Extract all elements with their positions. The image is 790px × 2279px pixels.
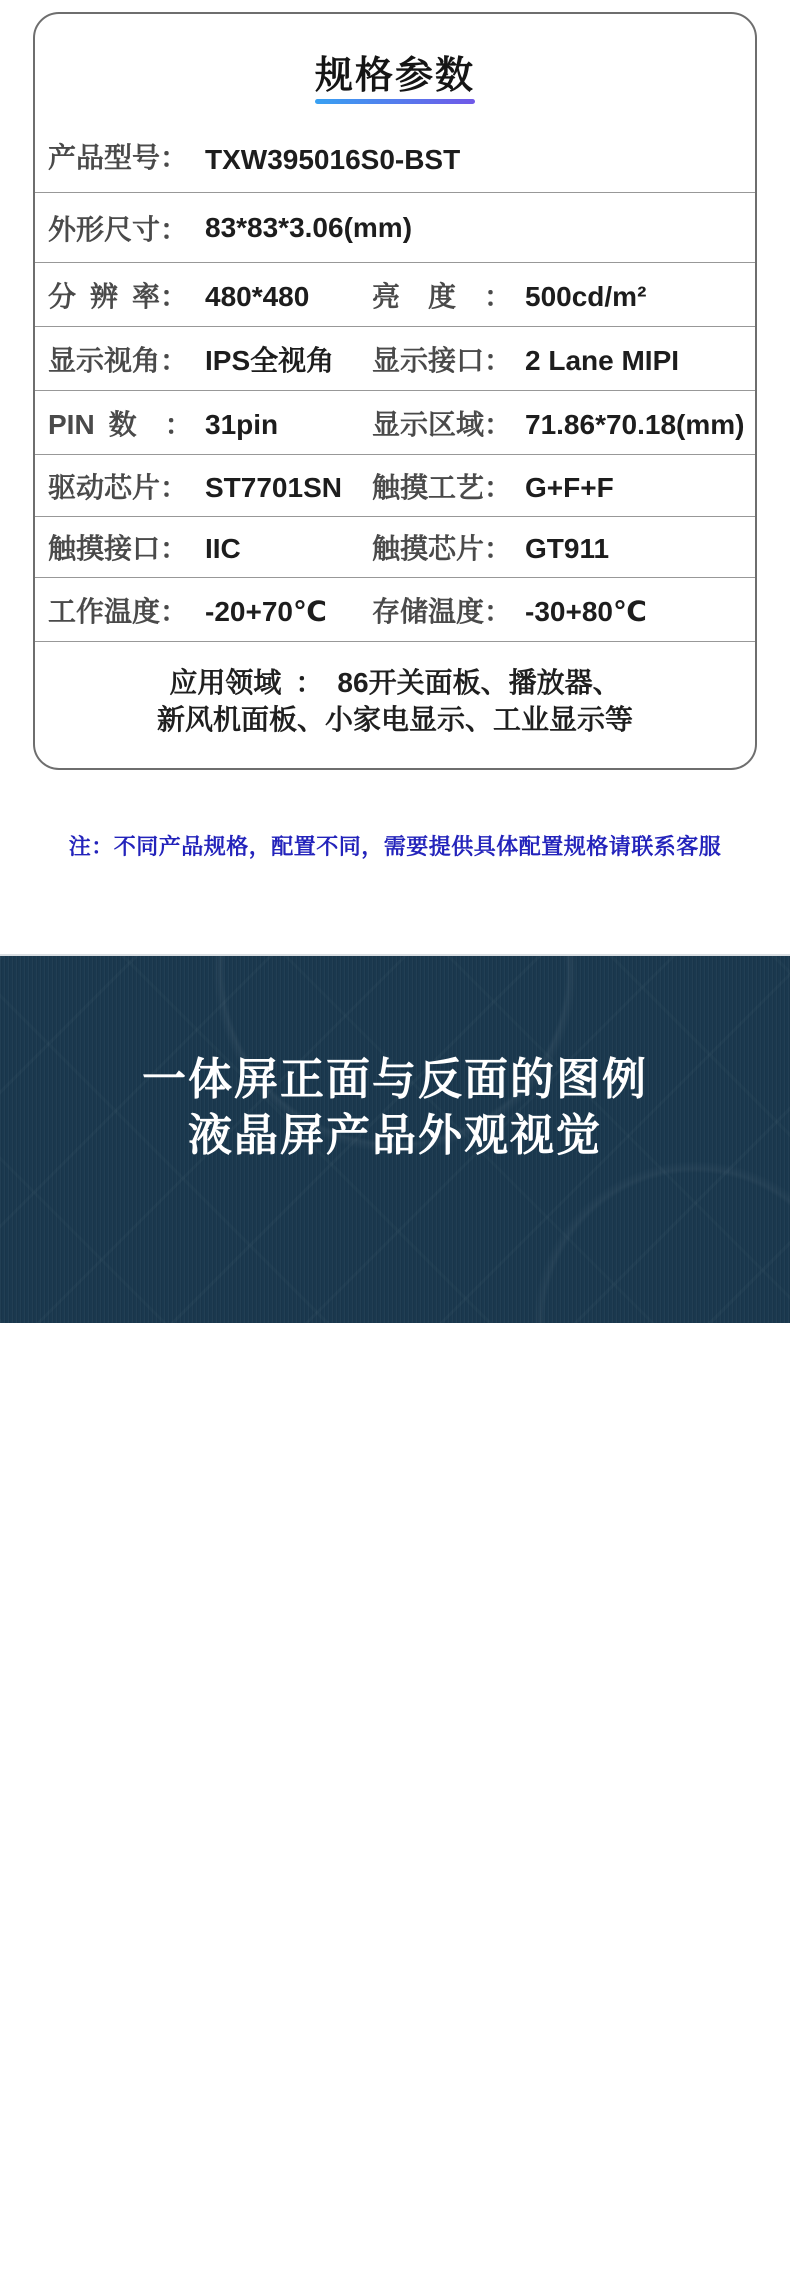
spec-label: 存储温度：: [372, 595, 513, 627]
spec-label: 显示接口：: [372, 344, 513, 376]
spec-cell-display-interface: [372, 339, 755, 379]
spec-cell-pin-count: [48, 403, 372, 443]
spec-label: 显示视角：: [48, 344, 189, 376]
spec-cell-operating-temp: [48, 590, 372, 630]
spec-cell-touch-interface: [48, 527, 372, 567]
spec-value: ST7701SN: [205, 471, 342, 503]
page-title: [315, 54, 475, 104]
spec-label: 触摸芯片：: [372, 533, 513, 564]
spec-row-resolution-brightness: [35, 263, 755, 327]
spec-cell-touch-tech: [372, 466, 755, 506]
config-note: 注：不同产品规格，配置不同，需要提供具体配置规格请联系客服: [68, 834, 722, 859]
page-title-text: 规格参数: [314, 55, 475, 97]
spec-value: -20+70℃: [205, 595, 327, 627]
spec-value: IIC: [205, 533, 241, 564]
spec-label: 外形尺寸：: [48, 213, 189, 245]
spec-cell-view-angle: [48, 339, 372, 379]
spec-card-header: [35, 14, 755, 104]
spec-label: 亮 度 ：: [372, 280, 513, 312]
spec-cell-resolution: [48, 275, 372, 315]
hero-section: [0, 954, 790, 1323]
spec-value: 83*83*3.06(mm): [205, 211, 413, 243]
spec-value: G+F+F: [525, 471, 614, 503]
spec-value: 500cd/m²: [525, 280, 647, 312]
spec-value: -30+80℃: [525, 595, 647, 627]
spec-value: 31pin: [205, 408, 279, 440]
spec-row-temperatures: [35, 578, 755, 642]
spec-label: 显示区域：: [372, 408, 513, 440]
spec-cell-touch-ic: [372, 527, 755, 567]
spec-row-dimensions: [35, 193, 755, 263]
spec-label: 分 辨 率：: [48, 280, 189, 312]
spec-value: IPS全视角: [205, 344, 335, 376]
spec-row-touchinterface-touchic: [35, 517, 755, 578]
spec-label: 驱动芯片：: [48, 471, 189, 503]
spec-value: 2 Lane MIPI: [525, 344, 680, 376]
hero-title-line-1: 一体屏正面与反面的图例: [142, 1055, 648, 1104]
hero-title-line-2: 液晶屏产品外观视觉: [188, 1111, 602, 1160]
spec-label: 触摸工艺：: [372, 471, 513, 503]
spec-value: GT911: [525, 533, 610, 564]
spec-card: [33, 12, 757, 770]
spec-label: 工作温度：: [48, 595, 189, 627]
application-line-1: 应用领域 ： 86开关面板、播放器、: [169, 667, 621, 698]
title-underline-decoration: [315, 99, 475, 104]
spec-label: 产品型号：: [48, 142, 189, 173]
spec-cell-display-area: [372, 403, 755, 443]
spec-value: TXW395016S0-BST: [205, 144, 461, 175]
hero-title: [0, 956, 790, 1164]
spec-application-block: [35, 642, 755, 738]
application-line-2: 新风机面板、小家电显示、工业显示等: [156, 704, 633, 735]
spec-value: 71.86*70.18(mm): [525, 408, 745, 440]
bottom-card: [10, 2198, 782, 2279]
spec-cell-storage-temp: [372, 590, 755, 630]
spec-row-driver-touchtech: [35, 455, 755, 517]
spec-row-viewangle-interface: [35, 327, 755, 391]
spec-label: 触摸接口：: [48, 533, 189, 564]
spec-label: PIN 数 ：: [48, 408, 193, 440]
spec-row-model: [35, 104, 755, 193]
spec-value: 480*480: [205, 280, 310, 312]
spec-cell-brightness: [372, 275, 755, 315]
spec-row-pin-area: [35, 391, 755, 455]
spec-cell-driver-ic: [48, 466, 372, 506]
